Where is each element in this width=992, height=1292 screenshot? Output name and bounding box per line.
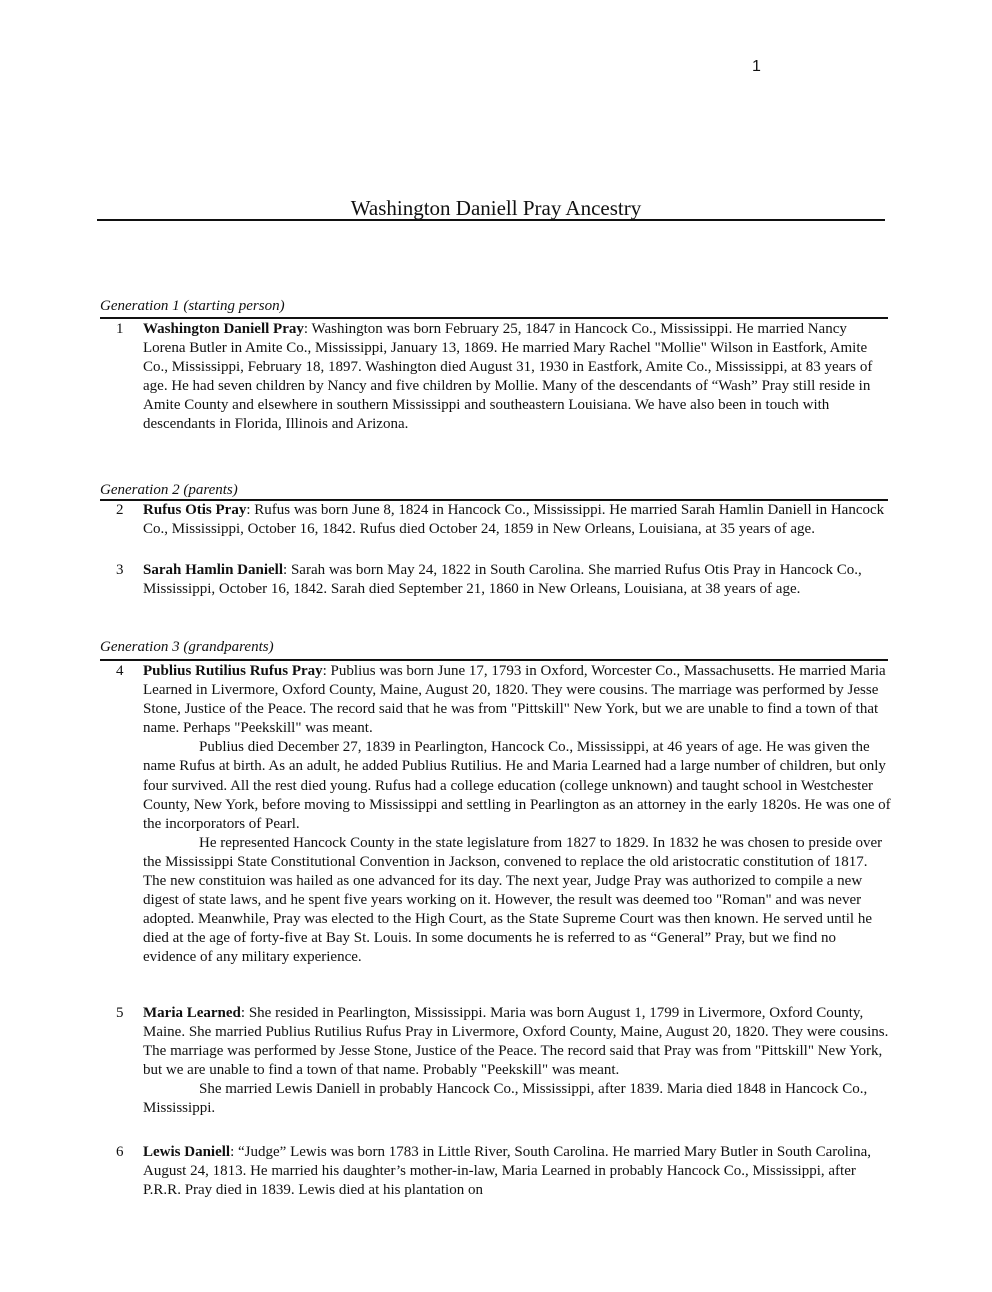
entry-number: 3 [116,562,124,578]
person-bio: : Washington was born February 25, 1847 in Hancock Co., Mississippi. He married Nancy Lorena Butler in Amite Co., Mississippi, January 13, 1869. He married Mary Rachel "Mollie" Wilson in Eastfork, Amite Co., Mississippi, February 18, 1897. Washington died August 31, 1930 in Eastfork, Amite Co., Mississippi, at 83 years of age. He had seven children by Nancy and five children by Mollie. Many of the descendants of “Wash” Pray still reside in Amite County and elsewhere in southern Mississippi and southeastern Louisiana. We have also been in touch with descendants in Florida, Illinois and Arizona. [143,321,873,433]
person-name: Sarah Hamlin Daniell [143,562,284,578]
entry-number: 4 [116,663,124,679]
entry-number: 5 [116,1005,124,1021]
person-name: Maria Learned [143,1005,241,1021]
person-entry [116,1143,893,1200]
person-name: Washington Daniell Pray [143,321,304,337]
person-entry [116,501,893,539]
person-entry [116,561,893,599]
bio-paragraph: Publius died December 27, 1839 in Pearlington, Hancock Co., Mississippi, at 46 years of age. He was given the name Rufus at birth. As an adult, he added Publius Rutilius. He and Maria Learned had a large number of children, but only four survived. All the rest died young. Rufus had a college education (college unknown) and taught school in Westchester County, New York, before moving to Mississippi and settling in Pearlington as an attorney in the early 1820s. He was one of the incorporators of Pearl. [143,739,891,832]
person-bio: : Sarah was born May 24, 1822 in South Carolina. She married Rufus Otis Pray in Hancock Co., Mississippi, October 16, 1842. Sarah died September 21, 1860 in New Orleans, Louisiana, at 38 years of age. [143,562,862,598]
page-title: Washington Daniell Pray Ancestry [350,196,642,220]
entry-number: 1 [116,321,124,337]
generation-heading: Generation 2 (parents) [100,482,238,498]
person-bio: : Publius was born June 17, 1793 in Oxford, Worcester Co., Massachusetts. He married Maria Learned in Livermore, Oxford County, Maine, August 20, 1820. They were cousins. The marriage was performed by Jesse Stone, Justice of the Peace. The record said that he was from "Pittskill" New York, but we are unable to find a town of that name. Perhaps "Peekskill" was meant. [143,663,886,737]
generation-heading: Generation 1 (starting person) [100,298,285,314]
bio-paragraph: She married Lewis Daniell in probably Hancock Co., Mississippi, after 1839. Maria died 1848 in Hancock Co., Mississippi. [143,1081,868,1117]
entry-number: 6 [116,1144,124,1160]
person-name: Publius Rutilius Rufus Pray [143,663,323,679]
person-bio: : She resided in Pearlington, Mississippi. Maria was born August 1, 1799 in Livermore, Oxford County, Maine. She married Publius Rutilius Rufus Pray in Livermore, Oxford County, Maine, August 20, 1820. They were cousins. The marriage was performed by Jesse Stone, Justice of the Peace. The record said that Pray was from "Pittskill" New York, but we are unable to find a town of that name. Probably "Peekskill" was meant. [143,1005,889,1079]
person-entry [116,662,893,968]
person-bio: : Rufus was born June 8, 1824 in Hancock Co., Mississippi. He married Sarah Hamlin Daniell in Hancock Co., Mississippi, October 16, 1842. Rufus died October 24, 1859 in New Orleans, Louisiana, at 35 years of age. [143,502,885,538]
generation-divider [100,317,888,319]
person-entry [116,1004,893,1119]
person-name: Lewis Daniell [143,1144,231,1160]
bio-paragraph: He represented Hancock County in the state legislature from 1827 to 1829. In 1832 he was chosen to preside over the Mississippi State Constitutional Convention in Jackson, convened to replace the old aristocratic constitution of 1817. The new constituion was hailed as one advanced for its day. The next year, Judge Pray was authorized to compile a new digest of state laws, and he spent five years working on it. However, the result was deemed too "Roman" and was never adopted. Meanwhile, Pray was elected to the High Court, as the State Supreme Court was then known. He served until he died at the age of forty-five at Bay St. Louis. In some documents he is referred to as “General” Pray, but we find no evidence of any military experience. [143,834,883,966]
page-number: 1 [752,58,761,75]
person-entry [116,320,893,435]
generation-divider [100,659,888,661]
entry-number: 2 [116,502,124,518]
person-bio: : “Judge” Lewis was born 1783 in Little River, South Carolina. He married Mary Butler in South Carolina, August 24, 1813. He married his daughter’s mother-in-law, Maria Learned in probably Hancock Co., Mississippi, after P.R.R. Pray died in 1839. Lewis died at his plantation on [143,1144,872,1199]
title-divider [97,219,885,221]
generation-heading: Generation 3 (grandparents) [100,639,274,655]
person-name: Rufus Otis Pray [143,502,247,518]
